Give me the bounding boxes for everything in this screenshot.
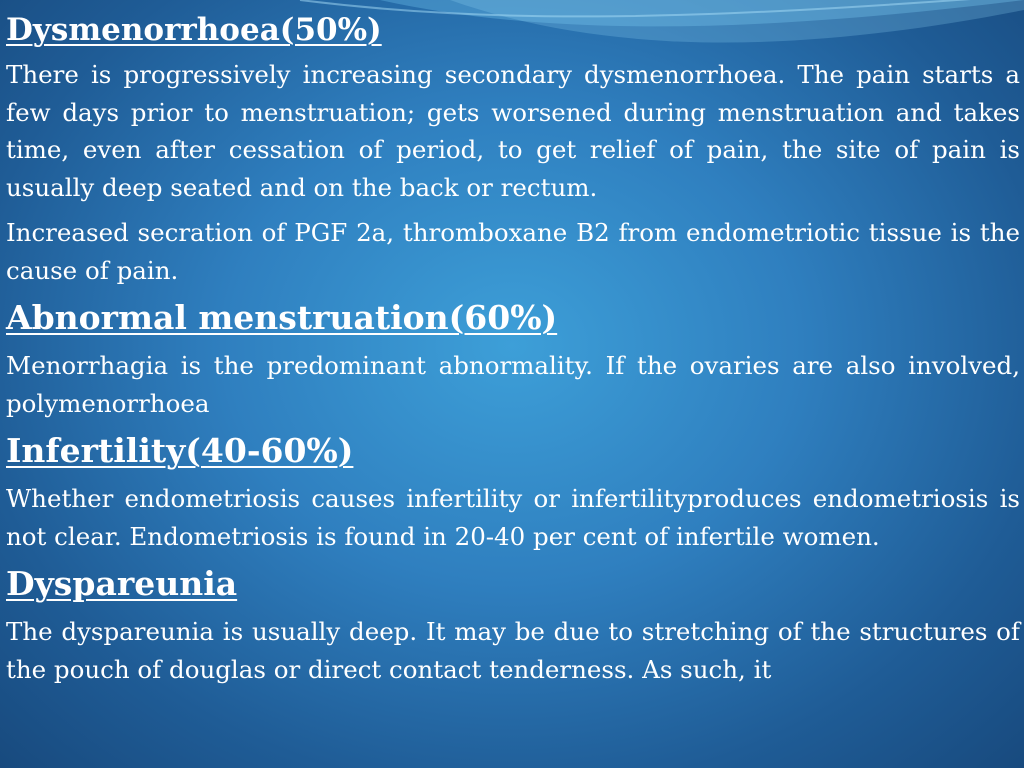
paragraph-menorrhagia: Menorrhagia is the predominant abnormality. If the ovaries are also involved, polymenorrhoea [6, 351, 1020, 418]
paragraph-dysmenorrhoea-pain: There is progressively increasing secondary dysmenorrhoea. The pain starts a few days prior to menstruation; gets worsened during menstruation and takes time, even after cessation of period, to get relief of pain, the site of pain is usually deep seated and on the back or rectum. [6, 60, 1020, 202]
paragraph-dyspareunia: The dyspareunia is usually deep. It may be due to stretching of the structures of the pouch of douglas or direct contact tenderness. As such, it [6, 617, 1020, 684]
slide-content [6, 4, 1020, 688]
paragraph-dysmenorrhoea-cause: Increased secration of PGF 2a, thromboxane B2 from endometriotic tissue is the cause of pain. [6, 218, 1020, 285]
paragraph-infertility: Whether endometriosis causes infertility or infertilityproduces endometriosis is not clear. Endometriosis is found in 20-40 per cent of infertile women. [6, 484, 1020, 551]
heading-dyspareunia: Dyspareunia [6, 564, 238, 603]
heading-dysmenorrhoea: Dysmenorrhoea(50%) [6, 12, 382, 48]
heading-infertility: Infertility(40-60%) [6, 431, 354, 470]
heading-abnormal-menstruation: Abnormal menstruation(60%) [6, 298, 558, 337]
